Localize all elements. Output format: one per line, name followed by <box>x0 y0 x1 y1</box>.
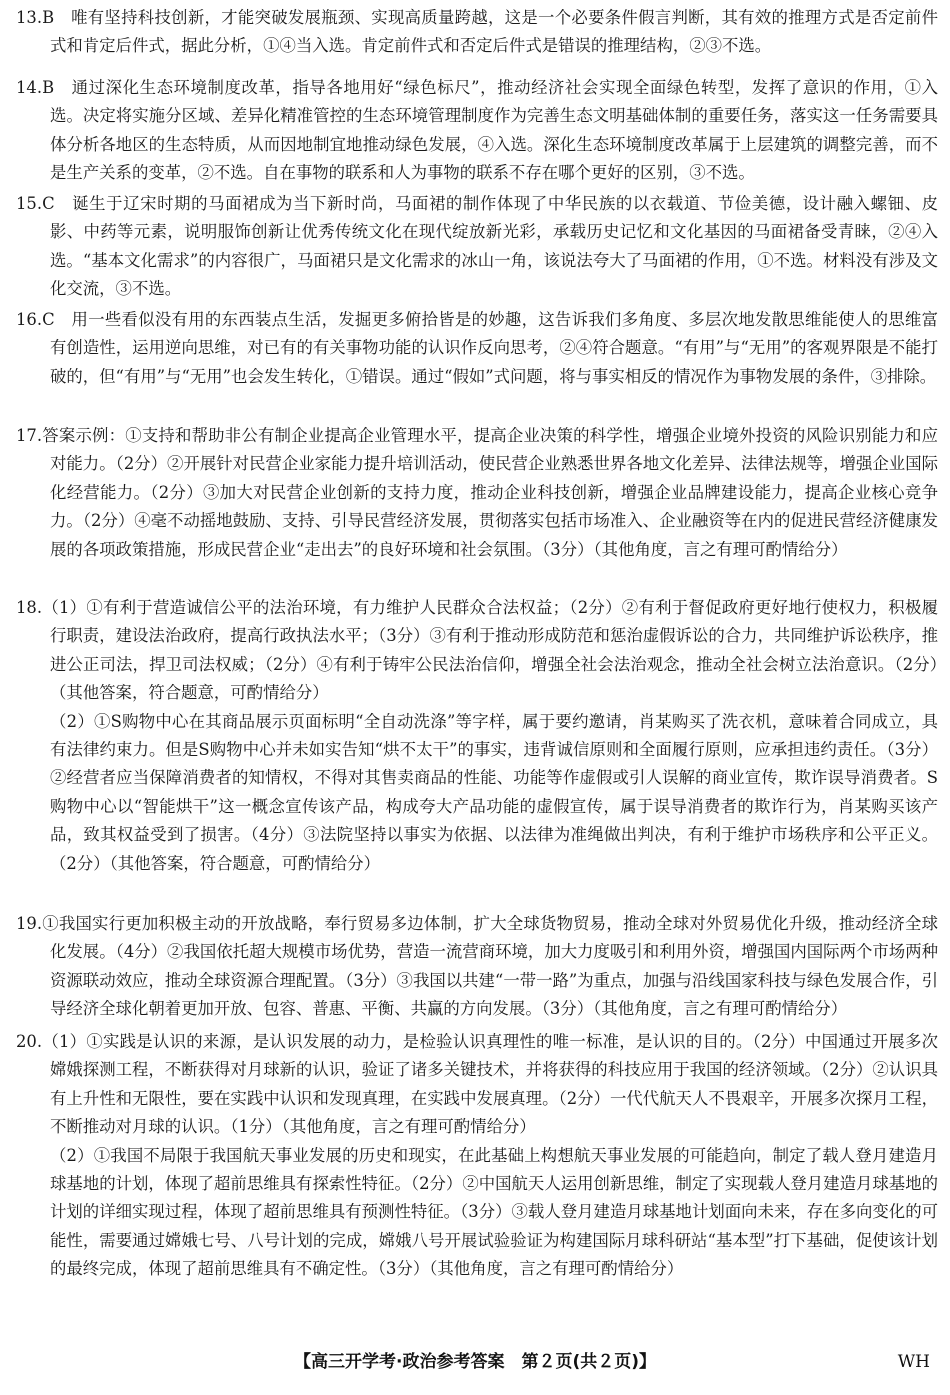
answer-text-part-1: 18.（1）①有利于营造诚信公平的法治环境，有力维护人民群众合法权益；（2分）②有利于督促政府更好地行使权力，积极履行职责，建设法治政府，提高行政执法水平；（3分）③有利于推动形成防范和惩治虚假诉讼的合力，共同维护诉讼秩序，推进公正司法，捍卫司法权威；（2分）④有利于铸牢公民法治信仰，增强全社会法治观念，推动全社会树立法治意识。（2分）（其他答案，符合题意，可酌情给分） <box>16 598 938 703</box>
answer-text: 13.B 唯有坚持科技创新，才能突破发展瓶颈、实现高质量跨越，这是一个必要条件假言判断，其有效的推理方式是否定前件式和肯定后件式，据此分析，①④当入选。肯定前件式和否定后件式是错误的推理结构，②③不选。 <box>16 8 938 56</box>
answer-item-20 <box>16 1028 938 1284</box>
answer-item-14 <box>16 74 938 188</box>
answer-text: 15.C 诞生于辽宋时期的马面裙成为当下新时尚，马面裙的制作体现了中华民族的以衣载道、节俭美德，设计融入螺钿、皮影、中药等元素，说明服饰创新让优秀传统文化在现代绽放新光彩，承载历史记忆和文化基因的马面裙备受青睐，②④入选。“基本文化需求”的内容很广，马面裙只是文化需求的冰山一角，该说法夸大了马面裙的作用，①不选。材料没有涉及文化交流，③不选。 <box>16 194 938 299</box>
answer-text: 17.答案示例：①支持和帮助非公有制企业提高企业管理水平，提高企业决策的科学性，增强企业境外投资的风险识别能力和应对能力。（2分）②开展针对民营企业家能力提升培训活动，使民营企业熟悉世界各地文化差异、法律法规等，增强企业国际化经营能力。（2分）③加大对民营企业创新的支持力度，推动企业科技创新，增强企业品牌建设能力，提高企业核心竞争力。（2分）④毫不动摇地鼓励、支持、引导民营经济发展，贯彻落实包括市场准入、企业融资等在内的促进民营经济健康发展的各项政策措施，形成民营企业“走出去”的良好环境和社会氛围。（3分）（其他角度，言之有理可酌情给分） <box>16 426 938 559</box>
answer-text: 19.①我国实行更加积极主动的开放战略，奉行贸易多边体制，扩大全球货物贸易，推动全球对外贸易优化升级，推动经济全球化发展。（4分）②我国依托超大规模市场优势，营造一流营商环境，加大力度吸引和利用外资，增强国内国际两个市场两种资源联动效应，推动全球资源合理配置。（3分）③我国以共建“一带一路”为重点，加强与沿线国家科技与绿色发展合作，引导经济全球化朝着更加开放、包容、普惠、平衡、共赢的方向发展。（3分）（其他角度，言之有理可酌情给分） <box>16 914 938 1019</box>
answer-item-19 <box>16 910 938 1024</box>
page-footer <box>0 1348 950 1378</box>
answer-text: 16.C 用一些看似没有用的东西装点生活，发掘更多俯拾皆是的妙趣，这告诉我们多角度、多层次地发散思维能使人的思维富有创造性，运用逆向思维，对已有的有关事物功能的认识作反向思考，②④符合题意。“有用”与“无用”的客观界限是不能打破的，但“有用”与“无用”也会发生转化，①错误。通过“假如”式问题，将与事实相反的情况作为事物发展的条件，③排除。 <box>16 310 938 386</box>
answer-item-17 <box>16 422 938 564</box>
answer-item-16 <box>16 306 938 391</box>
answer-item-13 <box>16 4 938 61</box>
answer-text-part-2: （2）①我国不局限于我国航天事业发展的历史和现实，在此基础上构想航天事业发展的可能趋向，制定了载人登月建造月球基地的计划，体现了超前思维具有探索性特征。（2分）②中国航天人运用创新思维，制定了实现载人登月建造月球基地的计划的详细实现过程，体现了超前思维具有预测性特征。（3分）③载人登月建造月球基地计划面向未来，存在多向变化的可能性，需要通过嫦娥七号、八号计划的完成，嫦娥八号开展试验验证为构建国际月球科研站“基本型”打下基础，促使该计划的最终完成，体现了超前思维具有不确定性。（3分）（其他角度，言之有理可酌情给分） <box>50 1145 938 1279</box>
answer-item-18 <box>16 594 938 878</box>
answer-text-part-1: 20.（1）①实践是认识的来源，是认识发展的动力，是检验认识真理性的唯一标准，是认识的目的。（2分）中国通过开展多次嫦娥探测工程，不断获得对月球新的认识，验证了诸多关键技术，并将获得的科技应用于我国的经济领域。（2分）②认识具有上升性和无限性，要在实践中认识和发现真理，在实践中发展真理。（2分）一代代航天人不畏艰辛，开展多次探月工程，不断推动对月球的认识。（1分）（其他角度，言之有理可酌情给分） <box>16 1032 938 1137</box>
answer-text-part-2: （2）①S购物中心在其商品展示页面标明“全自动洗涤”等字样，属于要约邀请，肖某购买了洗衣机，意味着合同成立，具有法律约束力。但是S购物中心并未如实告知“烘不太干”的事实，违背诚信原则和全面履行原则，应承担违约责任。（3分）②经营者应当保障消费者的知情权，不得对其售卖商品的性能、功能等作虚假或引人误解的商业宣传，欺诈误导消费者。S购物中心以“智能烘干”这一概念宣传该产品，构成夸大产品功能的虚假宣传，属于误导消费者的欺诈行为，肖某购买该产品，致其权益受到了损害。（4分）③法院坚持以事实为依据、以法律为准绳做出判决，有利于维护市场秩序和公平正义。（2分）（其他答案，符合题意，可酌情给分） <box>50 711 938 873</box>
answer-text: 14.B 通过深化生态环境制度改革，指导各地用好“绿色标尺”，推动经济社会实现全面绿色转型，发挥了意识的作用，①入选。决定将实施分区域、差异化精准管控的生态环境管理制度作为完善生态文明基础体制的重要任务，落实这一任务需要具体分析各地区的生态特质，从而因地制宜地推动绿色发展，④入选。深化生态环境制度改革属于上层建筑的调整完善，而不是生产关系的变革，②不选。自在事物的联系和人为事物的联系不存在哪个更好的区别，③不选。 <box>16 78 938 183</box>
footer-label: 【高三开学考·政治参考答案 第２页(共２页)】 <box>294 1352 656 1372</box>
footer-code: WH <box>897 1352 930 1372</box>
answer-item-15 <box>16 190 938 304</box>
